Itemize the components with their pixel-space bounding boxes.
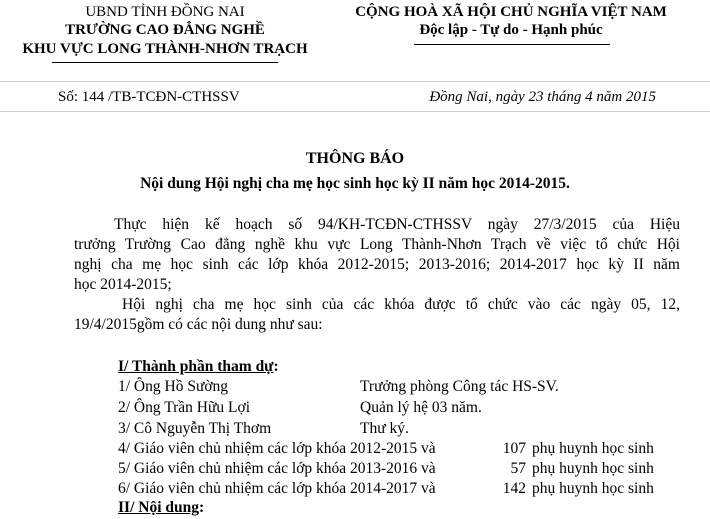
- paragraph-intro-line-3: nghị cha mẹ học sinh các lớp khóa 2012-2015; 2013-2016; 2014-2017 học kỳ II năm: [74, 256, 680, 273]
- header-right-underline: [414, 44, 610, 45]
- header-school-region: KHU VỰC LONG THÀNH-NHƠN TRẠCH: [22, 41, 308, 57]
- paragraph-intro-line-2: trưởng Trường Cao đẳng nghề khu vực Long Thành-Nhơn Trạch về việc tổ chức Hội: [74, 236, 680, 253]
- participant-1-role: Trưởng phòng Công tác HS-SV.: [360, 378, 559, 395]
- header-separator-bottom: [0, 111, 710, 112]
- participant-1-name: 1/ Ông Hồ Sường: [118, 378, 229, 395]
- section-content-heading-text: II/ Nội dung: [118, 499, 199, 516]
- participant-4-count: 107: [502, 440, 526, 457]
- participant-2-role: Quản lý hệ 03 năm.: [360, 399, 482, 416]
- document-date: Đồng Nai, ngày 23 tháng 4 năm 2015: [429, 89, 656, 105]
- participant-4-group: 4/ Giáo viên chủ nhiệm các lớp khóa 2012-2015 và: [118, 440, 436, 457]
- header-agency: UBND TỈNH ĐỒNG NAI: [85, 4, 245, 20]
- paragraph-schedule-line-2: 19/4/2015gồm có các nội dung như sau:: [74, 316, 323, 333]
- section-participants-heading: [118, 358, 279, 376]
- participant-3-role: Thư ký.: [360, 420, 409, 437]
- participant-5-parents: phụ huynh học sinh: [532, 460, 654, 477]
- header-school-name: TRƯỜNG CAO ĐẲNG NGHỀ: [65, 22, 265, 38]
- participant-6-count: 142: [502, 480, 526, 497]
- participant-6-group: 6/ Giáo viên chủ nhiệm các lớp khóa 2014-2017 và: [118, 480, 436, 497]
- participant-5-count: 57: [510, 460, 526, 477]
- participant-3-name: 3/ Cô Nguyễn Thị Thơm: [118, 420, 272, 437]
- header-left-underline: [52, 62, 278, 63]
- header-national-title: CỘNG HOÀ XÃ HỘI CHỦ NGHĨA VIỆT NAM: [355, 4, 667, 20]
- paragraph-intro-line-4: học 2014-2015;: [74, 276, 172, 293]
- participant-4-parents: phụ huynh học sinh: [532, 440, 654, 457]
- header-motto: Độc lập - Tự do - Hạnh phúc: [419, 22, 603, 38]
- notice-title: THÔNG BÁO: [305, 150, 405, 167]
- header-separator: [0, 81, 710, 82]
- document-number: Số: 144 /TB-TCĐN-CTHSSV: [58, 89, 240, 105]
- notice-subtitle: Nội dung Hội nghị cha mẹ học sinh học kỳ II năm học 2014-2015.: [140, 175, 570, 192]
- section-participants-heading-text: I/ Thành phần tham dự: [118, 358, 274, 375]
- participant-2-name: 2/ Ông Trần Hữu Lợi: [118, 399, 250, 416]
- section-participants-heading-colon: :: [273, 358, 279, 375]
- section-content-heading-colon: :: [198, 499, 205, 516]
- participant-5-group: 5/ Giáo viên chủ nhiệm các lớp khóa 2013-2016 và: [118, 460, 436, 477]
- paragraph-intro-line-1: Thực hiện kế hoạch số 94/KH-TCĐN-CTHSSV ngày 27/3/2015 của Hiệu: [114, 216, 680, 233]
- participant-6-parents: phụ huynh học sinh: [532, 480, 654, 497]
- paragraph-schedule-line-1: Hội nghị cha mẹ học sinh của các khóa được tổ chức vào các ngày 05, 12,: [122, 296, 680, 313]
- section-content-heading: [118, 499, 204, 517]
